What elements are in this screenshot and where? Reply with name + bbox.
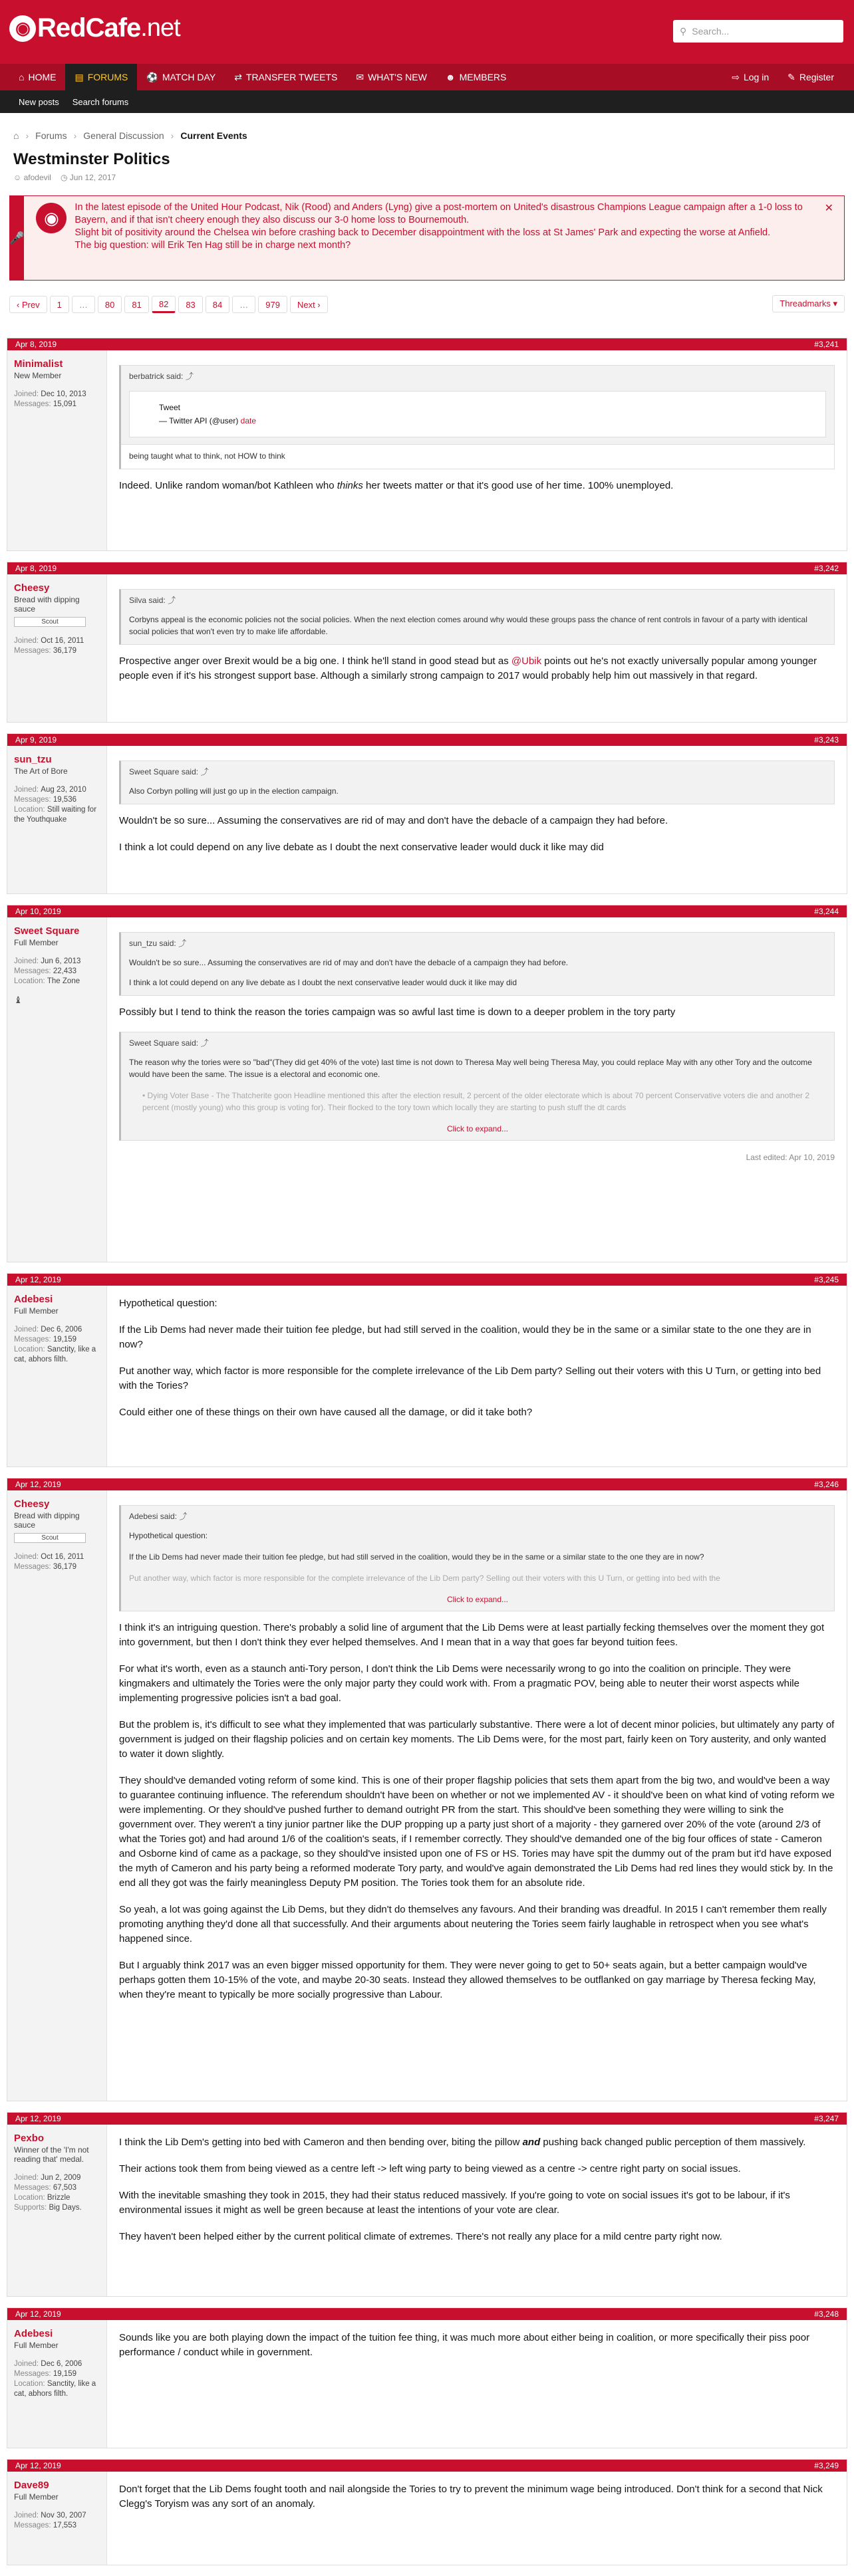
post-text: Hypothetical question:	[119, 1298, 217, 1309]
arrow-up-icon: ⤴	[185, 372, 194, 381]
post-date[interactable]: Apr 12, 2019	[15, 2114, 61, 2123]
user-title: Full Member	[14, 2492, 59, 2502]
quote-author: sun_tzu	[129, 939, 158, 948]
user-panel	[7, 2320, 107, 2448]
quote-said: said:	[181, 1038, 199, 1048]
logo-text: RedCafe	[37, 13, 141, 43]
last-edited: Last edited: Apr 10, 2019	[746, 1153, 835, 1162]
messages-label: Messages:	[14, 967, 51, 975]
click-to-expand-link[interactable]: Click to expand...	[446, 1124, 509, 1133]
quote-said: said:	[166, 372, 184, 381]
quote-said: said:	[160, 1512, 178, 1521]
quote-body: Corbyns appeal is the economic policies not the social policies. When the next election comes around why would these groups pass the chance of rent controls in favour of a party with identical social policies that won't even try to make life affordable.	[129, 615, 807, 636]
page-1[interactable]: 1	[50, 296, 69, 313]
quote-faded-content: Dying Voter Base - The Thatcherite goon Headline mentioned this after the election result, 2 percent of the older electorate which is about 70 percent Conservative voters die and another 2 percent (mostly young) who this group is voting for). Their flocked to the tory town which locally they are starting to push stuff the dt cards	[142, 1091, 810, 1112]
post-text: But I arguably think 2017 was an even bigger missed opportunity for them. They were never going to get to 50+ seats again, but a better campaign would've perhaps gotten them 10-15% of the vote, and maybe 20-30 seats. Instead they allowed themselves to be outflanked on gay marriage by Theresa fecking May, when they're meant to typically be more socially progressive than Labour.	[119, 1960, 816, 2000]
post-header	[7, 734, 847, 746]
tweet-date-link[interactable]: date	[240, 416, 257, 425]
messages-label: Messages:	[14, 1563, 51, 1571]
prev-page-button[interactable]: ‹ Prev	[9, 296, 47, 313]
post-content	[107, 1490, 847, 2101]
nav-members[interactable]	[436, 64, 516, 90]
post-text-part: I think the Lib Dem's getting into bed with Cameron and then bending over, biting the pillow	[119, 2137, 523, 2148]
post-text	[119, 2135, 835, 2150]
post-text: For what it's worth, even as a staunch anti-Tory person, I don't think the Lib Dems were necessarily wrong to go into the coalition on principle. They were kingmakers and ultimately the Tories were the only major party they could work with. From a pragmatic POV, being able to neuter their worst aspects while implementing progressive policies isn't a bad goal.	[119, 1663, 799, 1704]
joined-value: Dec 6, 2006	[41, 1326, 82, 1334]
page-title: Westminster Politics	[13, 150, 170, 168]
whats-new-icon: ✉	[356, 71, 364, 82]
joined-value: Jun 6, 2013	[41, 957, 81, 965]
user-panel	[7, 1490, 107, 2101]
post-text: So yeah, a lot was going against the Lib Dems, but they didn't do themselves any favours. And their branding was dreadful. In 2015 I can't remember them really promoting anything they'd done all that successfully. And their arguments about neutering the Tories seem fairly laughable in retrospect when you see what's happened since.	[119, 1904, 827, 1944]
arrow-up-icon: ⤴	[200, 1038, 209, 1048]
username[interactable]: Cheesy	[14, 582, 50, 594]
joined-label: Joined:	[14, 2512, 39, 2519]
post	[7, 733, 847, 894]
search-input[interactable]	[673, 20, 843, 43]
post-header	[7, 1478, 847, 1490]
location-label: Location:	[14, 2194, 45, 2202]
tweet-source: — Twitter API (@user)	[159, 416, 239, 425]
breadcrumb-separator: ›	[73, 130, 77, 141]
post-text: Their actions took them from being viewed as a centre left -> left wing party to being viewed as a centre -> centre right party on social issues.	[119, 2163, 741, 2174]
user-icon: ☺	[13, 173, 24, 182]
thread-date-text: Jun 12, 2017	[69, 173, 116, 182]
post-text: I think it's an intriguing question. There's probably a solid line of argument that the Lib Dems were at least partially fecking themselves over the moment they got into government, but then I don't think they ever helped themselves. And I mean that in a way that goes far beyond tuition fees.	[119, 1622, 825, 1648]
messages-value: 15,091	[53, 400, 76, 408]
post-text: Don't forget that the Lib Dems fought tooth and nail alongside the Tories to try to prevent the minimum wage being introduced. Don't think for a second that Nick Clegg's Toryism was any sort of an anomaly.	[119, 2484, 823, 2510]
user-badge: Scout	[14, 617, 86, 627]
post-number[interactable]: #3,247	[814, 2114, 839, 2123]
nav-forums[interactable]	[65, 64, 137, 90]
page-ellipsis[interactable]: …	[232, 296, 255, 313]
quote-block	[119, 365, 835, 469]
messages-value: 22,433	[53, 967, 76, 975]
register-label: Register	[799, 72, 834, 82]
user-panel	[7, 574, 107, 722]
user-title: New Member	[14, 371, 62, 380]
nav-match-day-label: MATCH DAY	[162, 72, 216, 82]
site-header	[0, 0, 854, 64]
login-label: Log in	[743, 72, 770, 82]
post	[7, 562, 847, 723]
quote-body: Also Corbyn polling will just go up in the election campaign.	[129, 786, 339, 796]
post	[7, 338, 847, 551]
notice-line-3: The big question: will Erik Ten Hag still be in charge next month?	[74, 240, 351, 251]
threadmarks-button[interactable]: Threadmarks ▾	[772, 295, 845, 312]
joined-label: Joined:	[14, 1553, 39, 1561]
quote-block	[119, 1032, 835, 1141]
quote-said: said:	[181, 767, 199, 776]
joined-label: Joined:	[14, 957, 39, 965]
quote-paragraph: Wouldn't be so sure... Assuming the conservatives are rid of may and don't have the debacle of a campaign they had before.	[129, 958, 569, 967]
arrow-up-icon: ⤴	[178, 939, 187, 948]
nav-forums-label: FORUMS	[87, 72, 128, 82]
location-label: Location:	[14, 2380, 45, 2388]
page-979[interactable]: 979	[258, 296, 287, 313]
post-number[interactable]: #3,246	[814, 1480, 839, 1489]
site-logo[interactable]	[9, 13, 180, 43]
thread-date[interactable]	[61, 173, 116, 182]
quote-body	[121, 954, 834, 995]
arrow-up-icon: ⤴	[179, 1512, 188, 1521]
tweet-text: Tweet	[159, 403, 181, 412]
post-text: If the Lib Dems had never made their tuition fee pledge, but had still served in the coalition, would they be in the same or a similar state to the one they are in now?	[119, 1324, 811, 1350]
post-text: But the problem is, it's difficult to see what they implemented that was particularly substantive. There were a lot of decent minor policies, but ultimately any party of government is judged on their flagship policies and on certain key moments. The Lib Dems were, for the most part, fairly keen on Tory austerity, and only wanted to water it down slightly.	[119, 1719, 835, 1760]
user-stats	[14, 1552, 100, 1572]
joined-value: Dec 6, 2006	[41, 2360, 82, 2368]
post-text-emphasis: and	[522, 2137, 541, 2148]
post	[7, 2459, 847, 2565]
quote-block	[119, 761, 835, 804]
post-header	[7, 1274, 847, 1286]
messages-label: Messages:	[14, 400, 51, 408]
quote-header[interactable]	[121, 933, 834, 954]
quote-body: being taught what to think, not HOW to think	[121, 444, 834, 469]
post	[7, 1478, 847, 2101]
new-posts-link[interactable]: New posts	[19, 96, 59, 107]
quote-paragraph: I think a lot could depend on any live debate as I doubt the next conservative leader would duck it like may did	[129, 978, 517, 987]
username[interactable]: Adebesi	[14, 1294, 53, 1305]
post-text-emphasis: thinks	[337, 480, 363, 491]
messages-label: Messages:	[14, 647, 51, 655]
quote-author: Sweet Square	[129, 1038, 180, 1048]
login-icon: ⇨	[732, 71, 740, 82]
register-icon: ✎	[787, 71, 795, 82]
user-panel	[7, 1286, 107, 1466]
notice-bar	[9, 196, 24, 280]
crumb-current-events[interactable]: Current Events	[180, 130, 247, 141]
messages-label: Messages:	[14, 796, 51, 804]
joined-label: Joined:	[14, 2174, 39, 2182]
quote-header[interactable]	[121, 366, 834, 387]
post-header	[7, 2113, 847, 2125]
page-81[interactable]: 81	[124, 296, 148, 313]
messages-label: Messages:	[14, 2521, 51, 2529]
register-link[interactable]	[778, 64, 843, 90]
post-number[interactable]: #3,242	[814, 564, 839, 573]
joined-value: Aug 23, 2010	[41, 786, 86, 794]
user-stats	[14, 390, 100, 410]
quote-header[interactable]	[121, 590, 834, 611]
login-link[interactable]	[722, 64, 778, 90]
match-day-icon: ⚽	[146, 71, 158, 82]
joined-value: Jun 2, 2009	[41, 2174, 81, 2182]
messages-label: Messages:	[14, 1336, 51, 1344]
user-stats	[14, 785, 100, 825]
user-stats	[14, 2359, 100, 2399]
quote-header[interactable]	[121, 761, 834, 782]
post-text: Could either one of these things on their own have caused all the damage, or did it take both?	[119, 1407, 533, 1418]
post-header	[7, 2460, 847, 2472]
post-date[interactable]: Apr 9, 2019	[15, 735, 57, 745]
post-text-part: points out he's not exactly universally popular among younger people even if it's his strongest support base. Although a similarly strong campaign to 2017 would probably help him out massively in that regard.	[119, 655, 817, 681]
quote-paragraph: The reason why the tories were so "bad"(They did get 40% of the vote) last time is not down to Theresa May well being Theresa May, you could replace May with any other Tory and the outcome would have been the same. The issue is a electoral and economic one.	[129, 1058, 812, 1079]
location-value: The Zone	[47, 977, 80, 985]
post-content	[107, 2472, 847, 2565]
joined-value: Dec 10, 2013	[41, 390, 86, 398]
post-number[interactable]: #3,249	[814, 2461, 839, 2470]
user-title: Bread with dipping sauce	[14, 1511, 80, 1530]
thread-meta	[0, 169, 854, 182]
post-text-part: Indeed. Unlike random woman/bot Kathleen who	[119, 480, 337, 491]
post-text: Put another way, which factor is more responsible for the complete irrelevance of the Lib Dem party? Selling out their voters with this U Turn, or getting into bed with the Tories?	[119, 1365, 821, 1391]
page-84[interactable]: 84	[206, 296, 229, 313]
post	[7, 2307, 847, 2448]
pagination	[9, 295, 845, 314]
username[interactable]: Pexbo	[14, 2133, 45, 2144]
messages-value: 36,179	[53, 1563, 76, 1571]
nav-transfer-tweets[interactable]	[225, 64, 347, 90]
messages-value: 36,179	[53, 647, 76, 655]
quote-block	[119, 589, 835, 645]
supports-label: Supports:	[14, 2204, 47, 2212]
rank-icon: ♝	[14, 995, 23, 1005]
user-title: Winner of the 'I'm not reading that' medal.	[14, 2145, 89, 2164]
forums-icon: ▤	[74, 71, 84, 82]
microphone-icon: 🎤	[9, 231, 25, 245]
post-text	[119, 654, 835, 683]
user-stats	[14, 1325, 100, 1365]
crumb-general-discussion[interactable]: General Discussion	[83, 130, 164, 141]
post-text: Possibly but I tend to think the reason the tories campaign was so awful last time is down to a deeper problem in the tory party	[119, 1006, 676, 1018]
post-date[interactable]: Apr 8, 2019	[15, 564, 57, 573]
quote-said: said:	[159, 939, 176, 948]
transfer-icon: ⇄	[234, 71, 242, 82]
post-text-part: pushing back changed public perception of them massively.	[540, 2137, 806, 2148]
quote-header[interactable]	[121, 1032, 834, 1054]
post-number[interactable]: #3,243	[814, 735, 839, 745]
quote-author: Adebesi	[129, 1512, 158, 1521]
joined-label: Joined:	[14, 2360, 39, 2368]
location-label: Location:	[14, 977, 45, 985]
user-panel	[7, 350, 107, 550]
user-mention-link[interactable]: @Ubik	[511, 655, 542, 667]
joined-label: Joined:	[14, 637, 39, 645]
post-date[interactable]: Apr 12, 2019	[15, 1275, 61, 1284]
supports-value: Big Days.	[49, 2204, 82, 2212]
thread-author-name: afodevil	[23, 173, 51, 182]
post-content	[107, 574, 847, 722]
quote-block	[119, 1505, 835, 1611]
post-text: Sounds like you are both playing down the impact of the tuition fee thing, it was much more about either being in coalition, or more specifically their piss poor performance / conduct while in government.	[119, 2332, 810, 2358]
location-label: Location:	[14, 1346, 45, 1353]
clock-icon: ◷	[60, 173, 70, 182]
username[interactable]: Cheesy	[14, 1498, 50, 1510]
post-number[interactable]: #3,241	[814, 340, 839, 349]
post-date[interactable]: Apr 12, 2019	[15, 1480, 61, 1489]
quote-author: Sweet Square	[129, 767, 180, 776]
thread-author[interactable]	[13, 173, 51, 182]
arrow-up-icon: ⤴	[168, 596, 176, 605]
user-title: The Art of Bore	[14, 766, 68, 776]
search-icon: ⚲	[680, 25, 687, 37]
quote-block	[119, 932, 835, 996]
messages-value: 19,536	[53, 796, 76, 804]
user-stats	[14, 636, 100, 656]
breadcrumb	[0, 113, 854, 141]
joined-label: Joined:	[14, 390, 39, 398]
notice-line-1: In the latest episode of the United Hour Podcast, Nik (Rood) and Anders (Lyng) give a post-mortem on United's disastrous Champions League campaign after a 1-0 loss to Bayern, and if that isn't cheery enough they also discuss our 3-0 home loss to Bournemouth.	[74, 202, 803, 225]
post-content	[107, 746, 847, 893]
messages-value: 19,159	[53, 1336, 76, 1344]
post-text: They haven't been helped either by the current political climate of extremes. There's not really any place for a mild centre party right now.	[119, 2231, 722, 2242]
post-text: I think a lot could depend on any live debate as I doubt the next conservative leader would duck it like may did	[119, 842, 604, 853]
post	[7, 2112, 847, 2297]
post-date[interactable]: Apr 12, 2019	[15, 2461, 61, 2470]
post	[7, 1273, 847, 1467]
joined-value: Oct 16, 2011	[41, 637, 84, 645]
page-ellipsis[interactable]: …	[72, 296, 95, 313]
user-panel	[7, 917, 107, 1262]
arrow-up-icon: ⤴	[200, 767, 209, 776]
club-crest-icon: ◉	[9, 15, 36, 42]
click-to-expand-link[interactable]: Click to expand...	[446, 1595, 509, 1604]
post-text: With the inevitable smashing they took in 2015, they had their status reduced massively. If you're going to vote on social issues it's got to be labour, if it's environmental issues it might as well be green because at least the intentions of your vote are clear.	[119, 2190, 790, 2216]
quote-faded-text: Put another way, which factor is more responsible for the complete irrelevance of the Lib Dem party? Selling out their voters with this U Turn, or getting into bed with the	[129, 1574, 720, 1583]
nav-whats-new-label: WHAT'S NEW	[368, 72, 427, 82]
post-content	[107, 350, 847, 550]
quote-body	[121, 1054, 834, 1120]
quote-faded-text: • Dying Voter Base - The Thatcherite goon Headline mentioned this after the election result, 2 percent of the older electorate which is about 70 percent Conservative voters die and another 2 percent (mostly young) who this group is voting for). Their flocked to the tory town which locally they are starting to push stuff the dt cards	[142, 1091, 810, 1112]
quote-paragraph: If the Lib Dems had never made their tuition fee pledge, but had still served in the coalition, would they be in the same or a similar state to the one they are in now?	[129, 1552, 704, 1562]
username[interactable]: Dave89	[14, 2480, 49, 2491]
quote-body	[121, 1527, 834, 1591]
user-title: Full Member	[14, 938, 59, 947]
breadcrumb-separator: ›	[170, 130, 174, 141]
post-header	[7, 562, 847, 574]
messages-value: 67,503	[53, 2184, 76, 2192]
post-number[interactable]: #3,244	[814, 907, 839, 916]
username[interactable]: sun_tzu	[14, 754, 52, 765]
location-value: Sanctity, like a cat, abhors filth.	[14, 1346, 96, 1363]
post-number[interactable]: #3,245	[814, 1275, 839, 1284]
location-value: Sanctity, like a cat, abhors filth.	[14, 2380, 96, 2398]
user-title: Full Member	[14, 2341, 59, 2350]
post-content	[107, 1286, 847, 1466]
username[interactable]: Minimalist	[14, 358, 63, 370]
post-text: They should've demanded voting reform of some kind. This is one of their proper flagship policies that sets them apart from the big two, and would've been a way to guarantee continuing influence. The referendum shouldn't have been on whether or not we implemented AV - it should've been on what kind of voting reform we were implementing. Or they should've pushed further to demand outright PR from the start. This should've been something they were willing to sink the government over. They weren't a tiny junior partner like the DUP propping up a party just short of a majority - they garnered over 20% of the vote (around 2/3 of what the Tories got) and had around 1/6 of the coalition's seats, if I remember correctly. They should've demanded one of the big four offices of state - Cameron and Osborne kind of came as a package, so they should've insisted upon one of FS or HS. Tories may have spit the dummy out of the pram but it'd have exposed the myth of Cameron and his party being a reformed moderate Tory party, and would've again demonstrated the Lib Dems had red lines they would stick by. In the end all they got was the fairly meaningless Deputy PM position. The Tories took them for an absolute ride.	[119, 1775, 835, 1889]
nav-whats-new[interactable]	[347, 64, 436, 90]
joined-label: Joined:	[14, 1326, 39, 1334]
notice-crest-icon: ◉	[36, 203, 67, 233]
post-date[interactable]: Apr 8, 2019	[15, 340, 57, 349]
user-panel	[7, 746, 107, 893]
post-date[interactable]: Apr 10, 2019	[15, 907, 61, 916]
notice-line-2: Slight bit of positivity around the Chelsea win before crashing back to December disappointment with the loss at St James' Park and expecting the worse at Anfield.	[74, 227, 771, 238]
messages-label: Messages:	[14, 2184, 51, 2192]
members-icon: ☻	[445, 72, 456, 82]
search-placeholder: Search...	[692, 26, 730, 37]
post-text	[119, 479, 835, 493]
page-80[interactable]: 80	[98, 296, 122, 313]
nav-transfer-label: TRANSFER TWEETS	[245, 72, 338, 82]
quote-paragraph: Hypothetical question:	[129, 1531, 208, 1540]
quote-author: Silva	[129, 596, 147, 605]
user-title: Bread with dipping sauce	[14, 595, 80, 614]
post-content	[107, 917, 847, 1262]
post-content	[107, 2320, 847, 2448]
messages-value: 19,159	[53, 2370, 76, 2378]
sub-nav	[0, 90, 854, 113]
page-82-current[interactable]: 82	[152, 296, 176, 313]
location-label: Location:	[14, 806, 45, 814]
nav-home-label: HOME	[28, 72, 57, 82]
nav-members-label: MEMBERS	[459, 72, 507, 82]
search-forums-link[interactable]: Search forums	[72, 96, 129, 107]
user-badge: Scout	[14, 1533, 86, 1543]
user-panel	[7, 2125, 107, 2296]
logo-suffix: .net	[140, 14, 180, 42]
nav-home[interactable]	[9, 64, 65, 90]
close-icon[interactable]: ✕	[824, 203, 833, 214]
user-stats	[14, 2511, 100, 2531]
post-header	[7, 905, 847, 917]
location-value: Still waiting for the Youthquake	[14, 806, 97, 824]
messages-label: Messages:	[14, 2370, 51, 2378]
notice-text	[74, 196, 844, 280]
post-list	[7, 338, 847, 2576]
user-panel	[7, 2472, 107, 2565]
post-text-part: her tweets matter or that it's good use of her time. 100% unemployed.	[362, 480, 674, 491]
username[interactable]: Adebesi	[14, 2328, 53, 2339]
post-content	[107, 2125, 847, 2296]
home-crumb-icon[interactable]: ⌂	[13, 130, 19, 141]
post-text: Wouldn't be so sure... Assuming the conservatives are rid of may and don't have the debacle of a campaign they had before.	[119, 815, 668, 826]
tweet-embed	[129, 391, 826, 437]
home-icon: ⌂	[19, 72, 25, 82]
post	[7, 905, 847, 1262]
user-title: Full Member	[14, 1306, 59, 1316]
post-header	[7, 2308, 847, 2320]
joined-label: Joined:	[14, 786, 39, 794]
joined-value: Oct 16, 2011	[41, 1553, 84, 1561]
post-header	[7, 338, 847, 350]
breadcrumb-separator: ›	[25, 130, 29, 141]
post-date[interactable]: Apr 12, 2019	[15, 2309, 61, 2319]
podcast-notice	[9, 195, 845, 281]
joined-value: Nov 30, 2007	[41, 2512, 86, 2519]
main-nav	[0, 64, 854, 90]
messages-value: 17,553	[53, 2521, 76, 2529]
nav-match-day[interactable]	[137, 64, 225, 90]
next-page-button[interactable]: Next ›	[290, 296, 328, 313]
user-stats	[14, 2173, 100, 2213]
quote-header[interactable]	[121, 1506, 834, 1527]
crumb-forums[interactable]: Forums	[35, 130, 67, 141]
quote-said: said:	[148, 596, 166, 605]
user-stats	[14, 957, 100, 987]
username[interactable]: Sweet Square	[14, 925, 80, 937]
quote-author: berbatrick	[129, 372, 164, 381]
post-number[interactable]: #3,248	[814, 2309, 839, 2319]
page-83[interactable]: 83	[178, 296, 202, 313]
post-text-part: Prospective anger over Brexit would be a big one. I think he'll stand in good stead but as	[119, 655, 511, 667]
location-value: Brizzle	[47, 2194, 71, 2202]
